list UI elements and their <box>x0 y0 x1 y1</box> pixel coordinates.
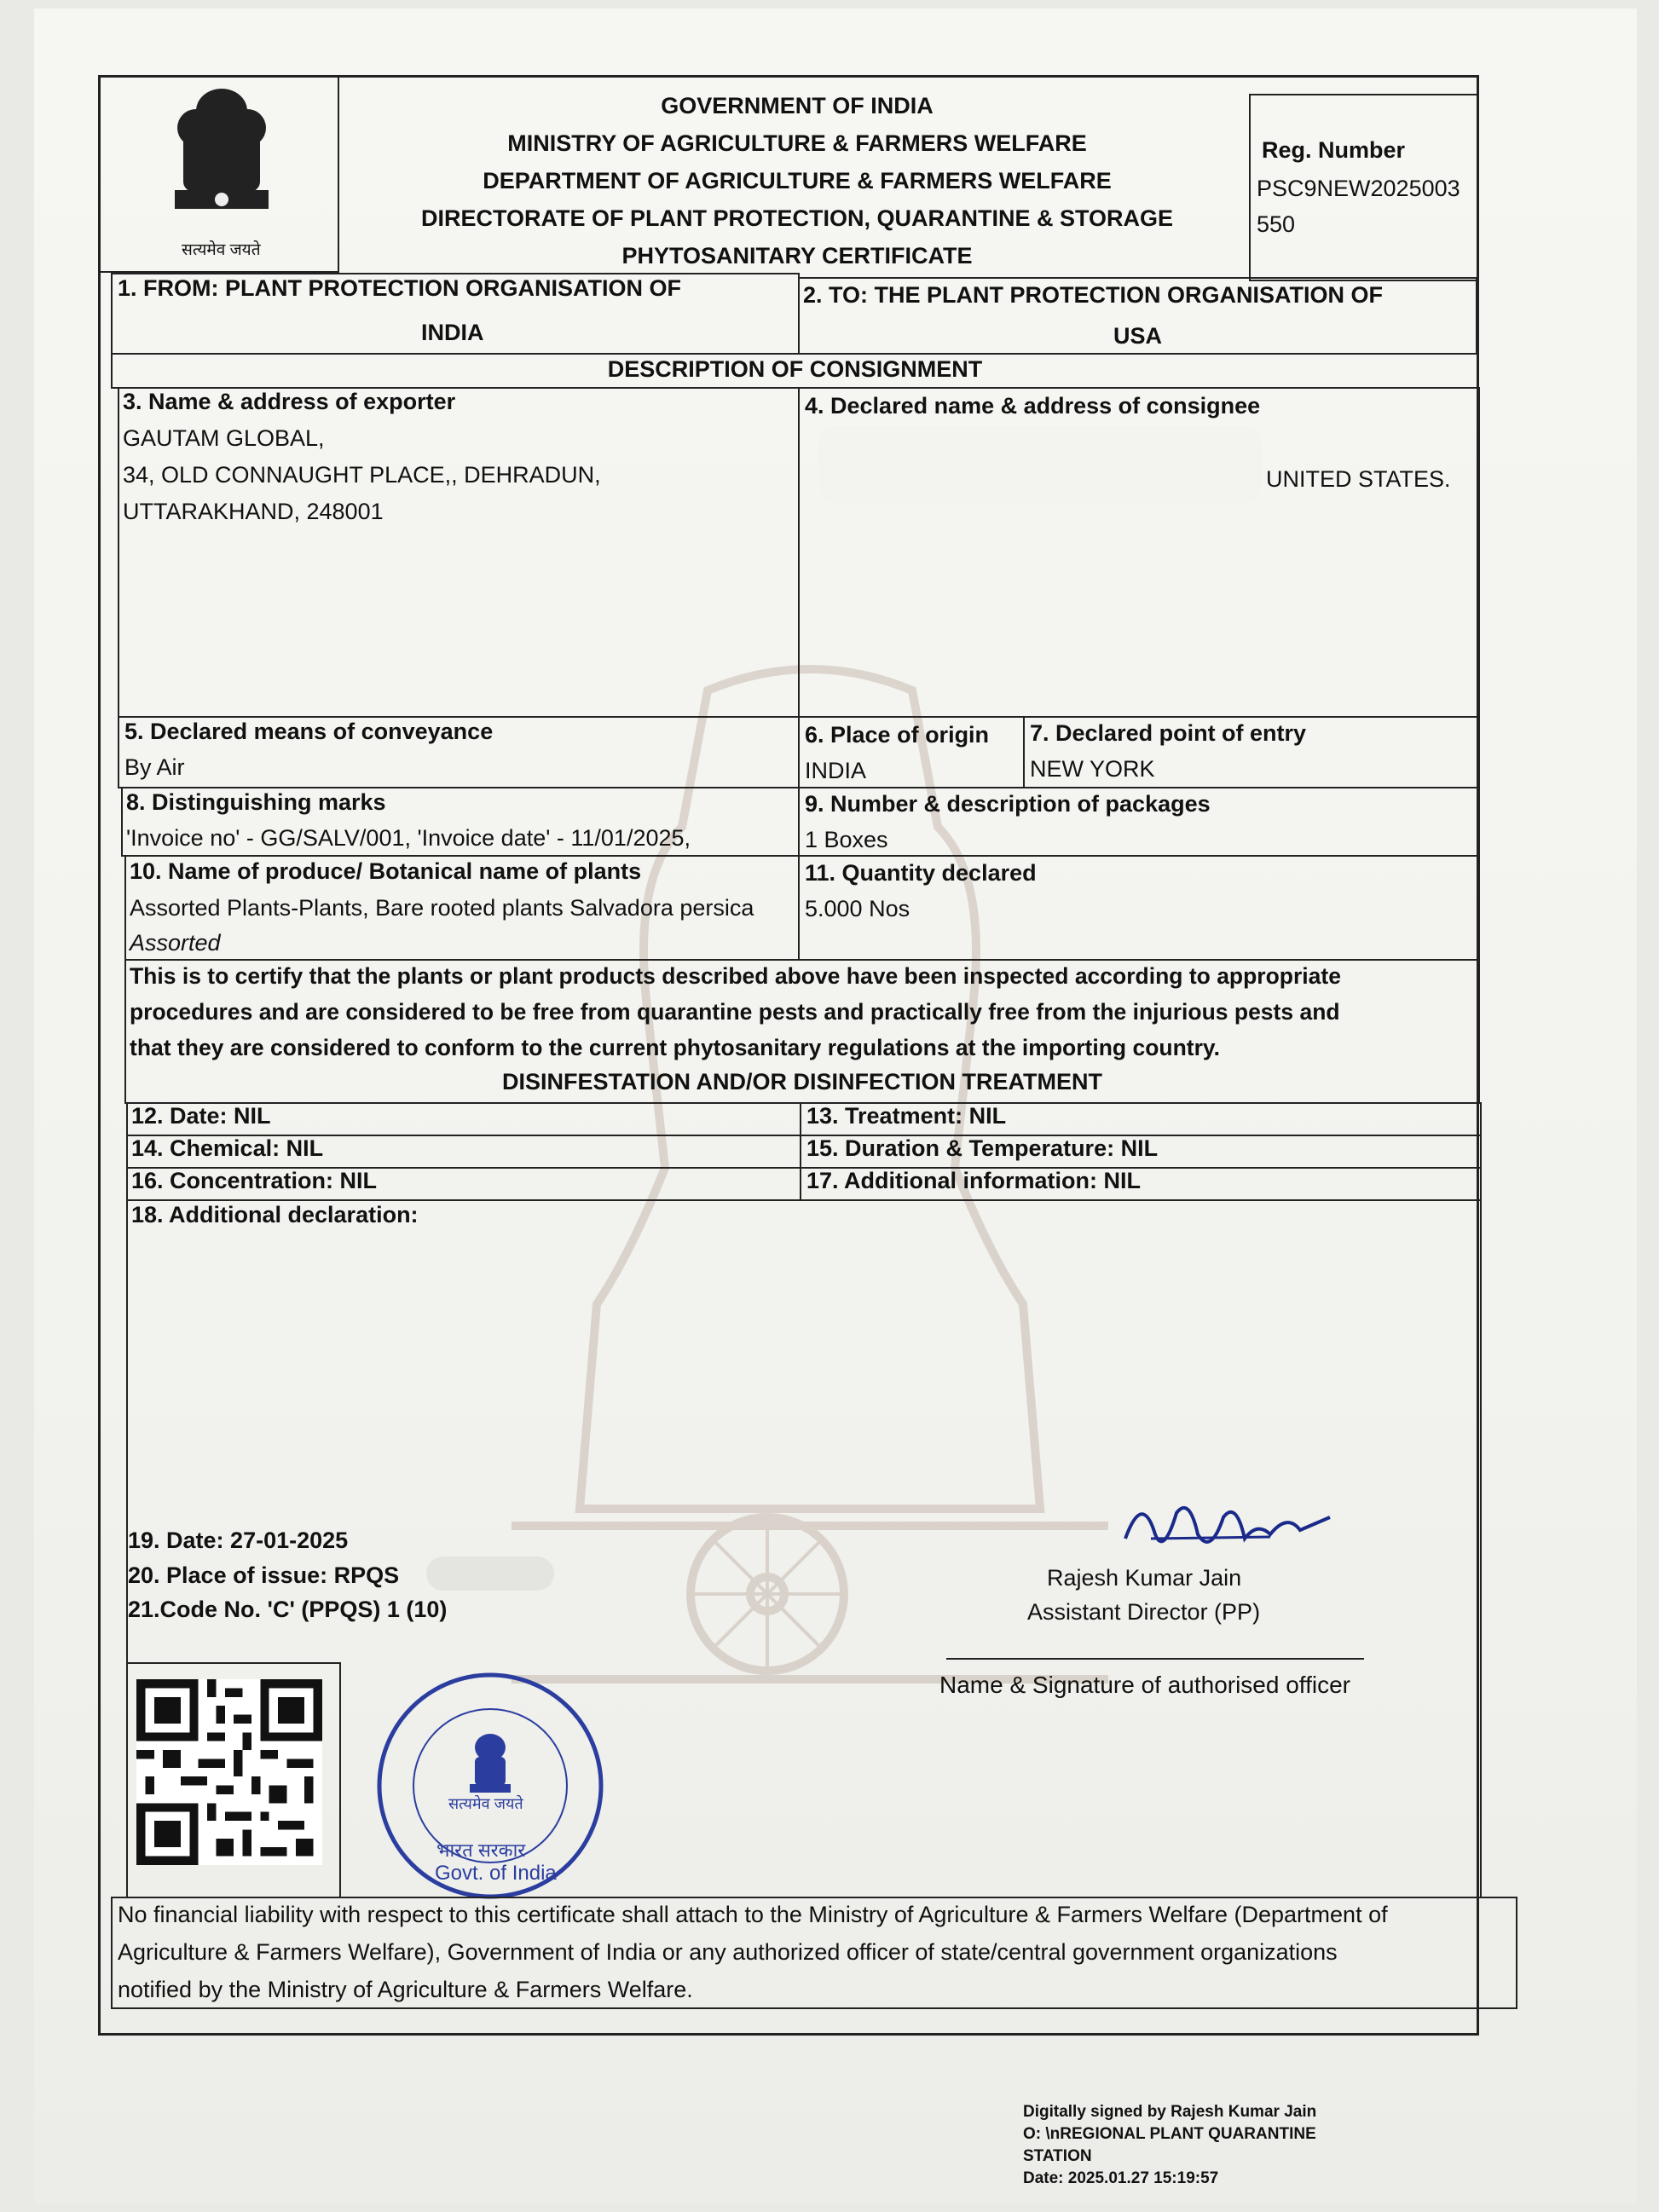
treatment-chemical: 14. Chemical: NIL <box>131 1135 324 1161</box>
packages-label: 9. Number & description of packages <box>805 791 1211 817</box>
to-value: USA <box>1113 323 1163 349</box>
seal-hindi: भारत सरकार <box>436 1839 526 1861</box>
produce-label: 10. Name of produce/ Botanical name of plants <box>130 858 642 884</box>
disclaimer-line-3: notified by the Ministry of Agriculture & Farmers Welfare. <box>118 1977 693 2002</box>
seal-motto: सत्यमेव जयते <box>448 1795 523 1812</box>
from-label: 1. FROM: PLANT PROTECTION ORGANISATION OF <box>118 275 681 301</box>
issue-place: 20. Place of issue: RPQS <box>128 1562 400 1588</box>
digital-signature-line-3: STATION <box>1023 2147 1092 2165</box>
treatment-additional-info: 17. Additional information: NIL <box>806 1168 1141 1193</box>
national-emblem-icon <box>166 81 277 234</box>
produce-value-italic: Assorted <box>130 930 221 956</box>
issue-date: 19. Date: 27-01-2025 <box>128 1528 349 1553</box>
consignee-label: 4. Declared name & address of consignee <box>805 393 1261 419</box>
certify-line-2: procedures and are considered to be free from quarantine pests and practically free from the injurious pests and <box>130 999 1340 1025</box>
entry-label: 7. Declared point of entry <box>1030 720 1307 746</box>
origin-value: INDIA <box>805 758 867 783</box>
disclaimer-line-1: No financial liability with respect to this certificate shall attach to the Ministry of Agriculture & Farmers Welfare (Department of <box>118 1902 1388 1927</box>
emblem-motto: सत्यमेव जयते <box>182 241 261 259</box>
exporter-line-2: 34, OLD CONNAUGHT PLACE,, DEHRADUN, <box>123 462 601 488</box>
signature-caption: Name & Signature of authorised officer <box>939 1672 1350 1698</box>
marks-value: 'Invoice no' - GG/SALV/001, 'Invoice date' - 11/01/2025, <box>126 825 691 851</box>
treatment-heading: DISINFESTATION AND/OR DISINFECTION TREATMENT <box>502 1069 1102 1094</box>
qr-code-icon <box>136 1679 322 1865</box>
marks-label: 8. Distinguishing marks <box>126 789 386 815</box>
digital-signature-line-2: O: \nREGIONAL PLANT QUARANTINE <box>1023 2125 1316 2143</box>
consignee-country: UNITED STATES. <box>1266 466 1451 492</box>
treatment-duration: 15. Duration & Temperature: NIL <box>806 1135 1159 1161</box>
reg-number-label: Reg. Number <box>1262 137 1406 163</box>
to-label: 2. TO: THE PLANT PROTECTION ORGANISATION OF <box>803 282 1384 308</box>
conveyance-label: 5. Declared means of conveyance <box>124 719 494 744</box>
treatment-date: 12. Date: NIL <box>131 1103 271 1129</box>
consignee-redaction <box>818 426 1262 503</box>
treatment-concentration: 16. Concentration: NIL <box>131 1168 378 1193</box>
header-line-3: DEPARTMENT OF AGRICULTURE & FARMERS WELFARE <box>483 168 1112 193</box>
digital-signature-line-4: Date: 2025.01.27 15:19:57 <box>1023 2169 1219 2187</box>
officer-signature-icon <box>1117 1487 1338 1568</box>
officer-title: Assistant Director (PP) <box>1027 1599 1261 1625</box>
signature-line <box>946 1658 1364 1660</box>
additional-declaration-label: 18. Additional declaration: <box>131 1202 419 1227</box>
produce-value: Assorted Plants-Plants, Bare rooted plants Salvadora persica <box>130 895 754 921</box>
seal-english: Govt. of India <box>435 1862 557 1885</box>
issue-code: 21.Code No. 'C' (PPQS) 1 (10) <box>128 1597 448 1622</box>
disclaimer-line-2: Agriculture & Farmers Welfare), Government of India or any authorized officer of state/central government organizations <box>118 1939 1338 1965</box>
entry-value: NEW YORK <box>1030 756 1155 782</box>
officer-name: Rajesh Kumar Jain <box>1047 1565 1242 1591</box>
header-line-2: MINISTRY OF AGRICULTURE & FARMERS WELFARE <box>507 130 1087 156</box>
reg-number-value-2: 550 <box>1257 211 1296 237</box>
header-line-4: DIRECTORATE OF PLANT PROTECTION, QUARANTINE & STORAGE <box>420 205 1174 231</box>
from-value: INDIA <box>421 320 484 345</box>
packages-value: 1 Boxes <box>805 827 888 852</box>
digital-signature-line-1: Digitally signed by Rajesh Kumar Jain <box>1023 2103 1317 2121</box>
header-line-1: GOVERNMENT OF INDIA <box>661 93 934 118</box>
consignment-heading: DESCRIPTION OF CONSIGNMENT <box>607 356 983 382</box>
quantity-value: 5.000 Nos <box>805 896 910 921</box>
certify-line-1: This is to certify that the plants or plant products described above have been inspected according to appropriate <box>130 963 1341 989</box>
exporter-line-3: UTTARAKHAND, 248001 <box>123 499 384 524</box>
reg-number-value-1: PSC9NEW2025003 <box>1257 176 1460 201</box>
issue-place-redaction <box>426 1556 554 1591</box>
exporter-line-1: GAUTAM GLOBAL, <box>123 425 325 451</box>
certify-line-3: that they are considered to conform to the current phytosanitary regulations at the importing country. <box>130 1035 1221 1060</box>
exporter-label: 3. Name & address of exporter <box>123 389 456 414</box>
certificate-title: PHYTOSANITARY CERTIFICATE <box>621 243 973 269</box>
quantity-label: 11. Quantity declared <box>805 860 1037 886</box>
origin-label: 6. Place of origin <box>805 722 990 748</box>
conveyance-value: By Air <box>124 754 185 780</box>
treatment-type: 13. Treatment: NIL <box>806 1103 1007 1129</box>
